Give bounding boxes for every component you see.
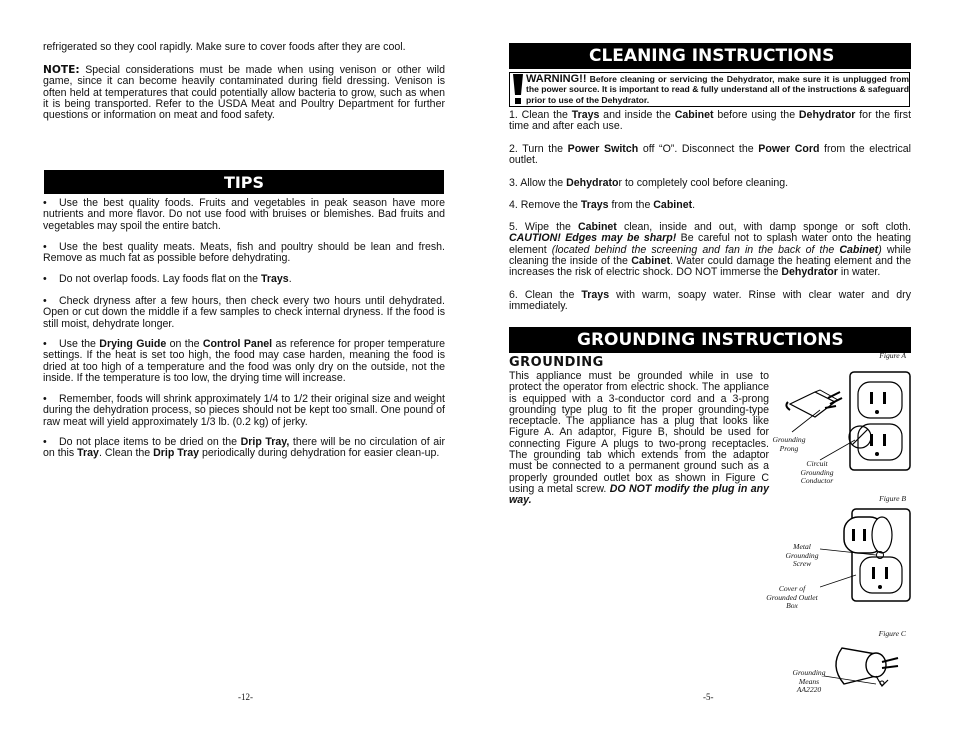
- tips-title: TIPS: [223, 172, 265, 192]
- step-bold: Cabinet: [674, 109, 714, 121]
- tip-text: . Clean the: [98, 447, 154, 460]
- tip-item: • Use the best quality foods. Fruits and vegetables in peak season have more nutrients and more flavor. Do not use food with bruises or blemishes. Bad fruits and vegetables may spoil the entire batch.: [43, 197, 445, 232]
- figure-b-illustration: [820, 505, 915, 603]
- step-text: from the: [608, 199, 654, 211]
- step-bold-italic: Cabinet: [839, 243, 879, 256]
- tip-bold: Trays: [261, 273, 289, 285]
- tip-text: Use the: [59, 338, 100, 350]
- tip-bold: Drying Guide: [99, 338, 167, 350]
- step-text: off “O”. Disconnect the: [638, 143, 759, 155]
- figure-a-illustration: [780, 362, 915, 472]
- tip-text: Do not overlap foods. Lay foods flat on the: [59, 273, 262, 285]
- step-bold: Cabinet: [631, 254, 671, 267]
- tip-bold: Drip Tray: [153, 447, 200, 460]
- note-label: NOTE:: [43, 64, 80, 76]
- warning-label: WARNING!!: [526, 73, 587, 85]
- step-text: and inside the: [599, 109, 675, 121]
- step-bold: Cabinet: [653, 199, 693, 211]
- grounding-title: GROUNDING INSTRUCTIONS: [577, 330, 844, 350]
- tip-item: • Use the best quality meats. Meats, fish and poultry should be lean and fresh. Remove as much fat as possible before dehydrating.: [43, 241, 445, 265]
- step-text: clean, inside and out, with damp sponge or soft cloth.: [616, 221, 911, 233]
- caution-text: CAUTION! Edges may be sharp!: [509, 232, 677, 245]
- cleaning-step: [509, 178, 911, 189]
- step-text: 2. Turn the: [509, 143, 568, 155]
- step-text: 4. Remove the: [509, 199, 581, 211]
- grounding-paragraph: [509, 371, 769, 507]
- figure-a-label-grounding-prong: Grounding Prong: [772, 435, 806, 453]
- step-text: . Water could damage the heating element and the increases the risk of electric shock. DO NOT immerse the: [509, 254, 911, 279]
- tip-item: • Check dryness after a few hours, then check every two hours until dehydrated. Open or cut down the middle if a few samples to check internal dryness. If the food is still moist, dehydrate longer.: [43, 295, 445, 330]
- cleaning-banner: [509, 43, 911, 69]
- tip-bold: Control Panel: [202, 338, 273, 350]
- step-text: 1. Clean the: [509, 109, 572, 121]
- step-bold: Trays: [581, 289, 610, 301]
- step-italic: (located behind the screening and fan in the back of the: [551, 243, 840, 256]
- tip-bold: Tray: [77, 447, 99, 460]
- cleaning-title: CLEANING INSTRUCTIONS: [589, 46, 835, 66]
- warning-text-block: [526, 74, 909, 105]
- grounding-warning: DO NOT modify the plug in any way.: [509, 482, 769, 507]
- step-text: 3. Allow the: [509, 177, 567, 189]
- step-bold: Dehydrator: [798, 109, 856, 121]
- cleaning-step: [509, 144, 911, 167]
- figure-c-label-grounding-means: Grounding Means: [792, 668, 826, 686]
- step-text: in water.: [837, 266, 881, 279]
- step-text: r to completely cool before cleaning.: [618, 177, 789, 189]
- step-text: 5. Wipe the: [509, 221, 578, 233]
- intro-text: refrigerated so they cool rapidly. Make sure to cover foods after they are cool.: [43, 41, 406, 53]
- tip-text: .: [288, 273, 292, 285]
- tip-text: as reference for proper temperature settings. If the heat is set too high, the food may case harden, meaning the food is dried at too high of a temperature and the food was only dry on the outside, not the inside. If the temperature is too low, the drying time will increase.: [43, 338, 446, 384]
- step-text: 6. Clean the: [509, 289, 582, 301]
- page-number-left: -12-: [238, 692, 253, 702]
- note-text: Special considerations must be made when using venison or other wild game, since it can become heavily contaminated during field dressing. Venison is often held at temperatures that could potentially allow bacteria to grow, such as when it is being transported. Refer to the USDA Meat and Poultry Department for further questions or information on meat and food safety.: [43, 64, 445, 122]
- step-bold: Trays: [580, 199, 609, 211]
- step-bold: Power Cord: [758, 143, 820, 155]
- grounding-text: This appliance must be grounded while in use to protect the operator from electric shock. The appliance is equipped with a 3-conductor cord and a 3-prong grounding type plug to fit the proper grounding-type receptacle. The appliance has a plug that looks like Figure A. An adaptor, Figure B, should be used for connecting Figure A plugs to two-prong receptacles. The grounding tab which extends from the adaptor must be connected to a permanent ground such as a properly grounded outlet box as shown in Figure C using a metal screw.: [509, 370, 769, 495]
- step-bold: Cabinet: [577, 221, 617, 233]
- figure-a-label-conductor: Circuit Grounding Conductor: [800, 459, 834, 486]
- step-text: before using the: [713, 109, 799, 121]
- tip-text: Remember, foods will shrink approximately 1/4 to 1/2 their original size and weight during the dehydration process, so pieces should not be kept too small. One pound of raw meat will yield approximately 1/3 lb. (0.2 kg) of jerky.: [43, 393, 445, 428]
- tip-item: • Do not overlap foods. Lay foods flat on the Trays.: [43, 273, 292, 285]
- step-text: with warm, soapy water. Rinse with clear water and dry immediately.: [509, 289, 911, 313]
- step-bold: Trays: [571, 109, 600, 121]
- exclamation-icon: [512, 74, 524, 105]
- tip-text: periodically during dehydration for easier clean-up.: [199, 447, 440, 460]
- step-text: from the electrical outlet.: [509, 143, 912, 167]
- figure-c-illustration: [824, 640, 904, 692]
- warning-box: [509, 72, 910, 107]
- step-italic: ): [878, 243, 882, 256]
- figure-b-label-outlet-box: Cover of Grounded Outlet Box: [766, 584, 818, 611]
- tip-text: Do not place items to be dried on the: [59, 436, 241, 448]
- figure-a-caption: Figure A: [879, 351, 906, 360]
- figure-c-caption: Figure C: [878, 629, 906, 638]
- step-text: .: [692, 199, 696, 211]
- step-text: for the first time and after each use.: [509, 109, 912, 133]
- tip-text: on the: [166, 338, 203, 350]
- tip-bold: Drip Tray,: [240, 436, 290, 448]
- figure-b-label-screw: Metal Grounding Screw: [785, 542, 819, 569]
- tip-text: Check dryness after a few hours, then check every two hours until dehydrated. Open or cut down the middle if a few samples to check internal dryness. If the food is still moist, dehydrate longer.: [43, 295, 445, 330]
- step-text: while cleaning the inside of the: [509, 243, 911, 267]
- note-paragraph: [43, 65, 445, 121]
- tip-text: Use the best quality foods. Fruits and vegetables in peak season have more nutrients and more flavor. Do not use food with bruises or blemishes. Bad fruits and vegetables may spoil the entire batch.: [43, 197, 445, 232]
- step-bold: Power Switch: [567, 143, 639, 155]
- grounding-heading: GROUNDING: [509, 355, 604, 370]
- step-text: Be careful not to splash water onto the heating element: [509, 232, 911, 256]
- cleaning-step: [509, 110, 911, 133]
- intro-paragraph: [43, 42, 445, 53]
- tip-item: • Remember, foods will shrink approximately 1/4 to 1/2 their original size and weight during the dehydration process, so pieces should not be kept too small. One pound of raw meat will yield approximately 1/3 lb. (0.2 kg) of jerky.: [43, 393, 445, 428]
- tip-text: there will be no circulation of air on this: [43, 436, 445, 460]
- figure-b-caption: Figure B: [879, 494, 906, 503]
- step-bold: Dehydrator: [781, 266, 838, 279]
- tip-text: Use the best quality meats. Meats, fish and poultry should be lean and fresh. Remove as much fat as possible before dehydrating.: [43, 241, 445, 265]
- cleaning-step: [509, 290, 911, 313]
- tip-item: • Do not place items to be dried on the Drip Tray, there will be no circulation of air on this Tray. Clean the Drip Tray periodically during dehydration for easier clean-up.: [43, 436, 445, 460]
- tips-banner: [44, 170, 444, 194]
- step-bold: Dehydrato: [566, 177, 619, 189]
- warning-text: Before cleaning or servicing the Dehydrator, make sure it is unplugged from the power source. It is important to read & fully understand all of the instructions & safeguard prior to use of the Dehydrator.: [526, 74, 909, 105]
- tip-item: • Use the Drying Guide on the Control Panel as reference for proper temperature settings. If the heat is set too high, the food may case harden, meaning the food is dried at too high of a temperature and the food was only dry on the outside, not the inside. If the temperature is too low, the drying time will increase.: [43, 338, 446, 384]
- cleaning-step: [509, 222, 911, 278]
- grounding-banner: [509, 327, 911, 353]
- page-number-right: -5-: [703, 692, 714, 702]
- figure-c-label-model: AA2220: [796, 685, 822, 694]
- cleaning-step: [509, 200, 911, 211]
